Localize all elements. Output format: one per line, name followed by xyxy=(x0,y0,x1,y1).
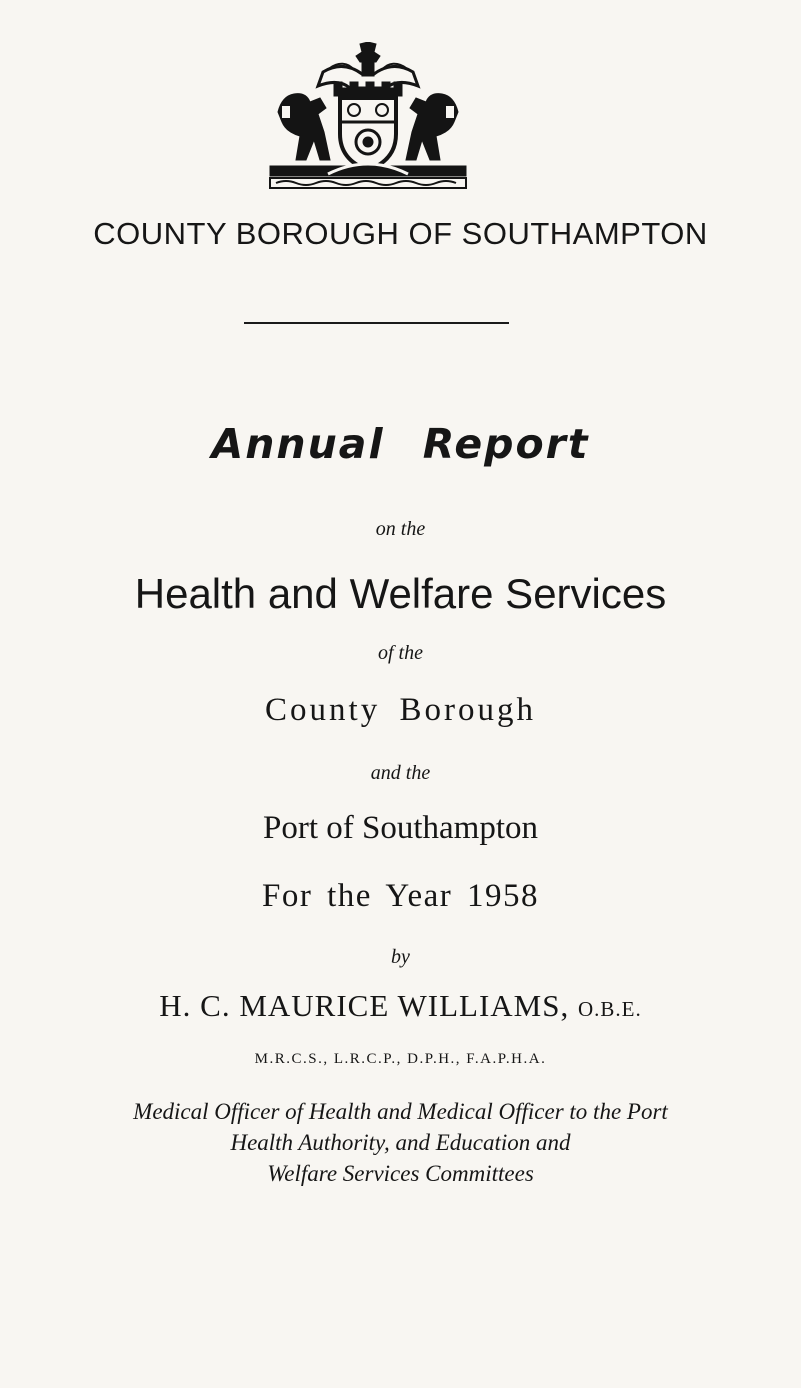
divider-rule xyxy=(244,322,509,324)
connector-and-the: and the xyxy=(370,762,431,784)
author-description xyxy=(0,1096,801,1189)
description-line: Health Authority, and Education and xyxy=(230,1130,571,1155)
report-year: For the Year 1958 xyxy=(262,878,539,914)
author-line xyxy=(0,988,801,1024)
county-borough-line: County Borough xyxy=(265,692,536,728)
description-line: Medical Officer of Health and Medical Officer to the Port xyxy=(133,1099,668,1124)
author-name: H. C. MAURICE WILLIAMS, xyxy=(159,988,570,1023)
author-degrees: M.R.C.S., L.R.C.P., D.P.H., F.A.P.H.A. xyxy=(254,1051,547,1067)
report-subject: Health and Welfare Services xyxy=(134,570,667,617)
description-line: Welfare Services Committees xyxy=(267,1161,534,1186)
report-title: Annual Report xyxy=(211,420,590,468)
port-line: Port of Southampton xyxy=(262,810,538,846)
connector-of-the: of the xyxy=(378,642,423,664)
connector-on-the: on the xyxy=(375,518,426,540)
coat-of-arms-icon xyxy=(268,42,468,192)
author-post-nominal: O.B.E. xyxy=(577,997,642,1021)
issuing-authority: COUNTY BOROUGH OF SOUTHAMPTON xyxy=(93,216,708,251)
connector-by: by xyxy=(391,946,410,968)
